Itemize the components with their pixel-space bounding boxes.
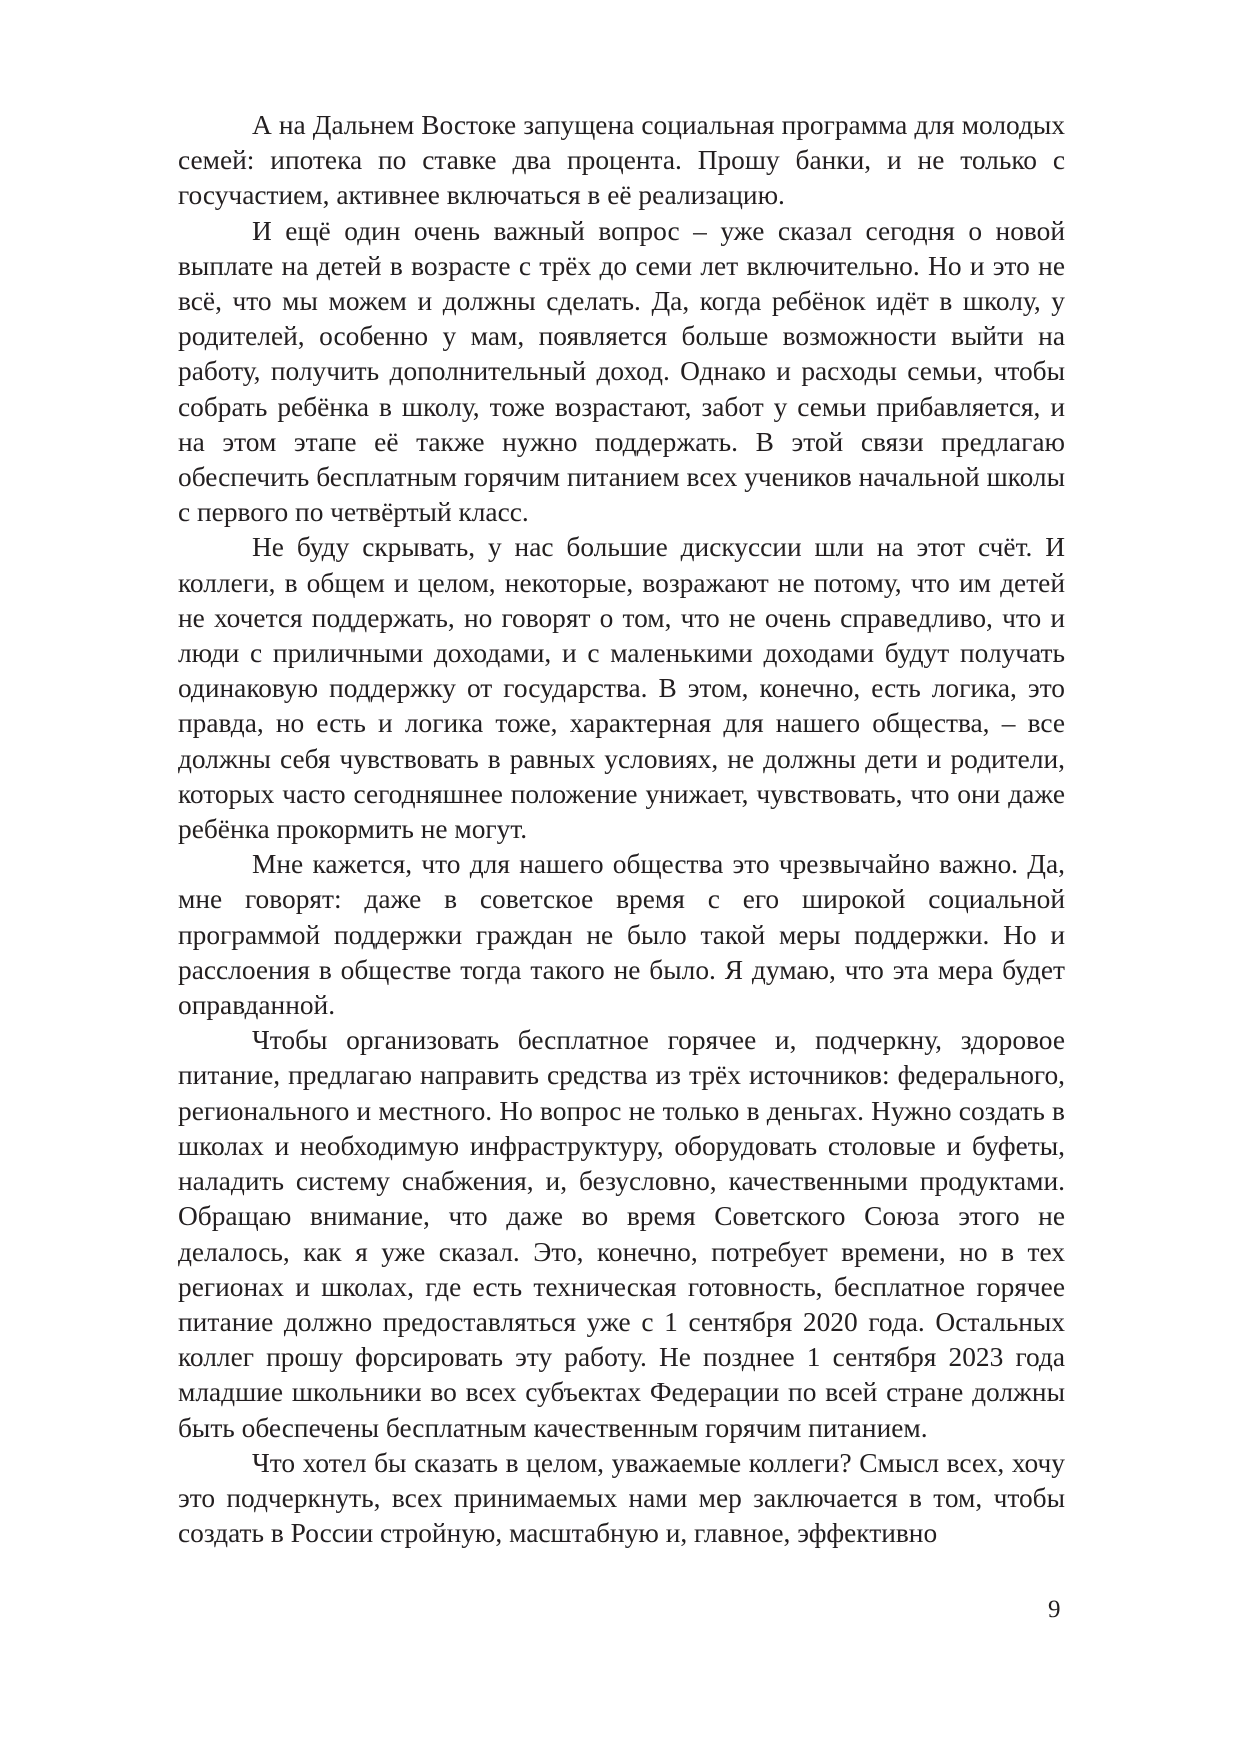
paragraph-4: Мне кажется, что для нашего общества это чрезвычайно важно. Да, мне говорят: даже в советское время с его широкой социальной программой поддержки граждан не было такой меры поддержки. Но и расслоения в обществе тогда такого не было. Я думаю, что эта мера будет оправданной. xyxy=(178,849,1065,1021)
paragraph-5: Чтобы организовать бесплатное горячее и, подчеркну, здоровое питание, предлагаю направить средства из трёх источников: федерального, регионального и местного. Но вопрос не только в деньгах. Нужно создать в школах и необходимую инфраструктуру, оборудовать столовые и буфеты, наладить систему снабжения, и, безусловно, качественными продуктами. Обращаю внимание, что даже во время Советского Союза этого не делалось, как я уже сказал. Это, конечно, потребует времени, но в тех регионах и школах, где есть техническая готовность, бесплатное горячее питание должно предоставляться уже с 1 сентября 2020 года. Остальных коллег прошу форсировать эту работу. Не позднее 1 сентября 2023 года младшие школьники во всех субъектах Федерации по всей стране должны быть обеспечены бесплатным качественным горячим питанием. xyxy=(178,1025,1065,1443)
paragraph-1: А на Дальнем Востоке запущена социальная программа для молодых семей: ипотека по ставке два процента. Прошу банки, и не только с госучастием, активнее включаться в её реализацию. xyxy=(178,110,1065,211)
paragraph-6: Что хотел бы сказать в целом, уважаемые коллеги? Смысл всех, хочу это подчеркнуть, всех принимаемых нами мер заключается в том, чтобы создать в России стройную, масштабную и, главное, эффективно xyxy=(178,1447,1065,1549)
paragraph-2: И ещё один очень важный вопрос – уже сказал сегодня о новой выплате на детей в возрасте с трёх до семи лет включительно. Но и это не всё, что мы можем и должны сделать. Да, когда ребёнок идёт в школу, у родителей, особенно у мам, появляется больше возможности выйти на работу, получить дополнительный доход. Однако и расходы семьи, чтобы собрать ребёнка в школу, тоже возрастают, забот у семьи прибавляется, и на этом этапе её также нужно поддержать. В этой связи предлагаю обеспечить бесплатным горячим питанием всех учеников начальной школы с первого по четвёртый класс. xyxy=(178,215,1065,528)
page-body xyxy=(178,108,1065,1551)
paragraph-3: Не буду скрывать, у нас большие дискуссии шли на этот счёт. И коллеги, в общем и целом, некоторые, возражают не потому, что им детей не хочется поддержать, но говорят о том, что не очень справедливо, что и люди с приличными доходами, и с маленькими доходами будут получать одинаковую поддержку от государства. В этом, конечно, есть логика, это правда, но есть и логика тоже, характерная для нашего общества, – все должны себя чувствовать в равных условиях, не должны дети и родители, которых часто сегодняшнее положение унижает, чувствовать, что они даже ребёнка прокормить не могут. xyxy=(178,532,1065,845)
page-number: 9 xyxy=(1048,1596,1061,1623)
